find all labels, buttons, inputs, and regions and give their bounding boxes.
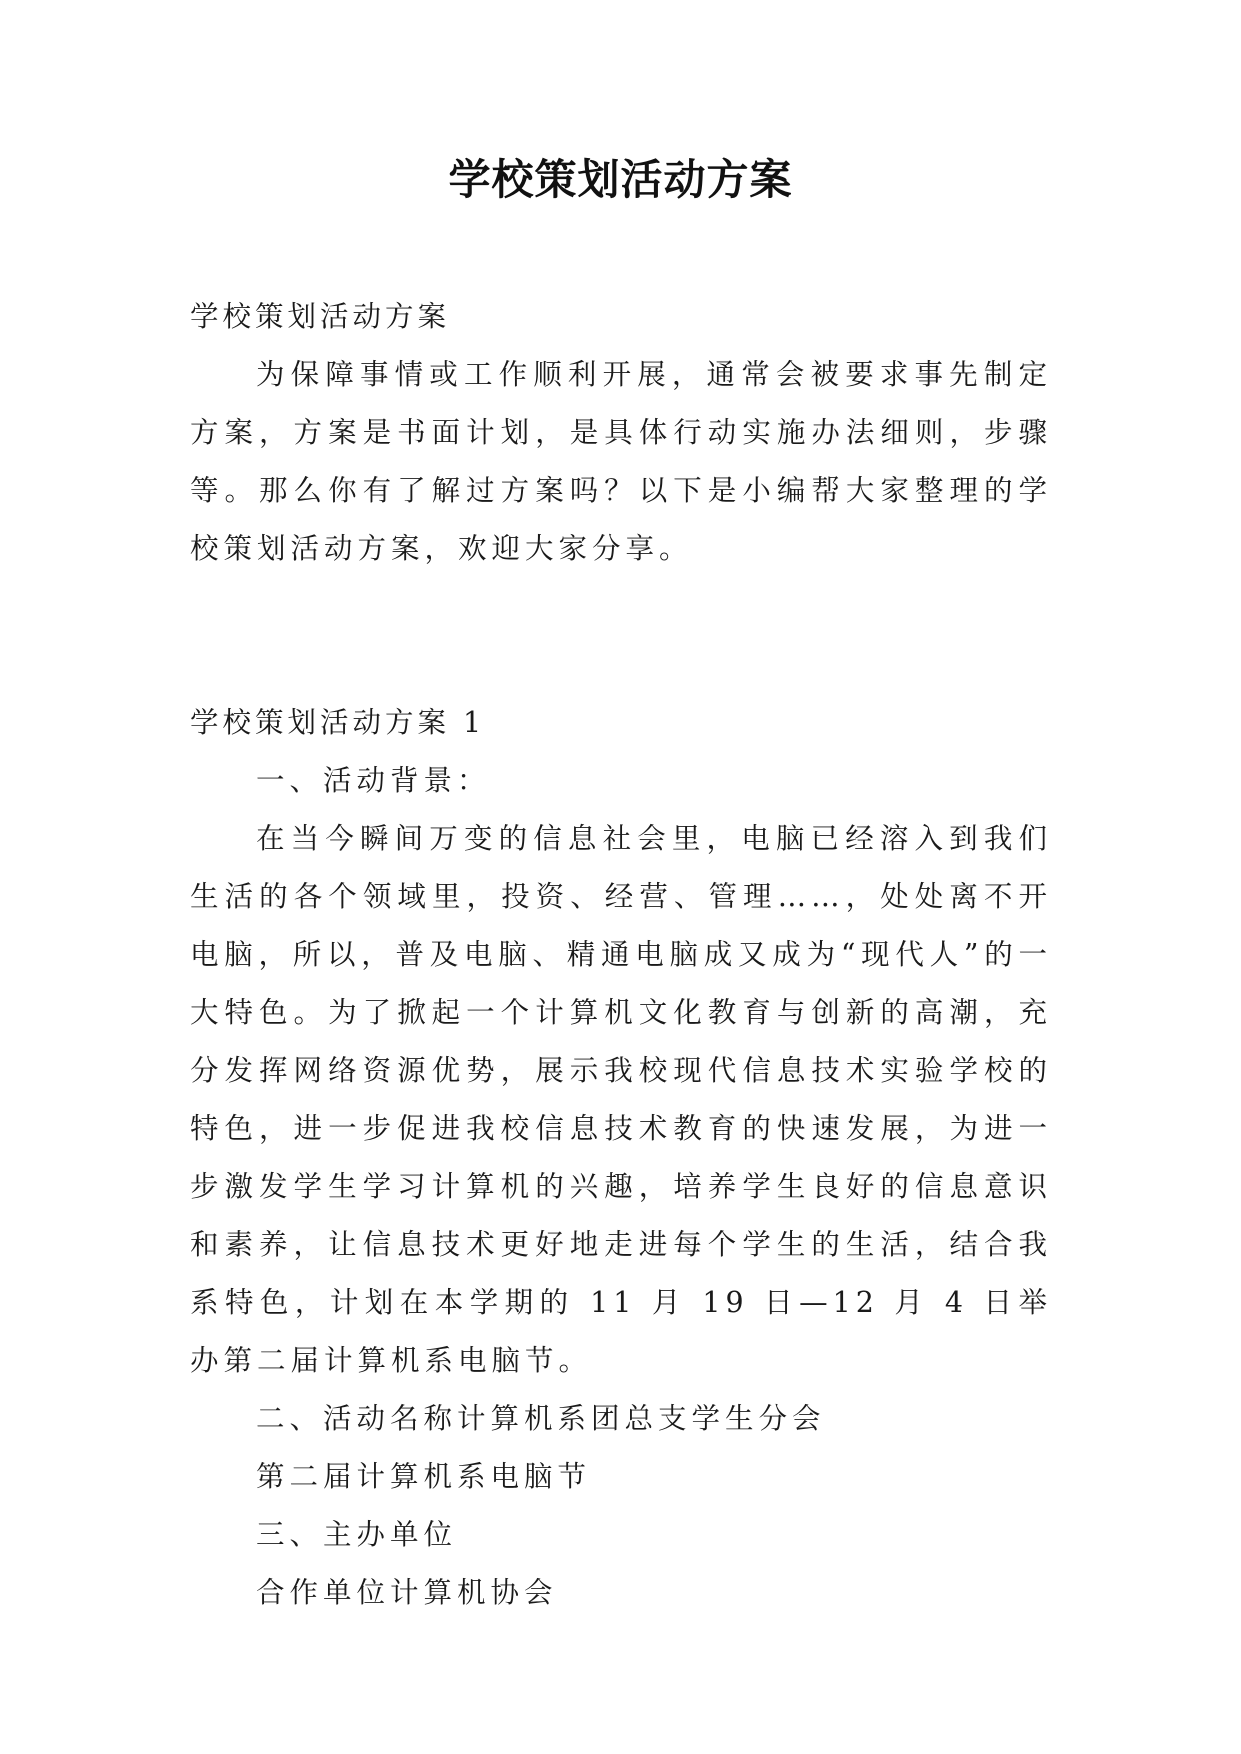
host-heading: 三、主办单位 xyxy=(256,1518,458,1551)
background-heading: 一、活动背景： xyxy=(256,764,491,797)
document-body xyxy=(190,288,1052,1622)
intro-paragraph: 为保障事情或工作顺利开展，通常会被要求事先制定方案，方案是书面计划，是具体行动实施办法细则，步骤等。那么你有了解过方案吗？以下是小编帮大家整理的学校策划活动方案，欢迎大家分享。 xyxy=(190,358,1052,565)
section-spacer xyxy=(190,578,1052,694)
background-paragraph: 在当今瞬间万变的信息社会里，电脑已经溶入到我们生活的各个领域里，投资、经营、管理……，处处离不开电脑，所以，普及电脑、精通电脑成又成为“现代人”的一大特色。为了掀起一个计算机文化教育与创新的高潮，充分发挥网络资源优势，展示我校现代信息技术实验学校的特色，进一步促进我校信息技术教育的快速发展，为进一步激发学生学习计算机的兴趣，培养学生良好的信息意识和素养，让信息技术更好地走进每个学生的生活，结合我系特色，计划在本学期的 11 月 19 日—12 月 4 日举办第二届计算机系电脑节。 xyxy=(190,822,1052,1377)
section-heading: 学校策划活动方案 1 xyxy=(190,706,486,739)
activity-name-heading: 二、活动名称计算机系团总支学生分会 xyxy=(256,1402,826,1435)
document-subtitle: 学校策划活动方案 xyxy=(190,300,451,333)
document-title: 学校策划活动方案 xyxy=(448,155,793,204)
cooperate-text: 合作单位计算机协会 xyxy=(256,1576,558,1609)
activity-name-text: 第二届计算机系电脑节 xyxy=(256,1460,592,1493)
